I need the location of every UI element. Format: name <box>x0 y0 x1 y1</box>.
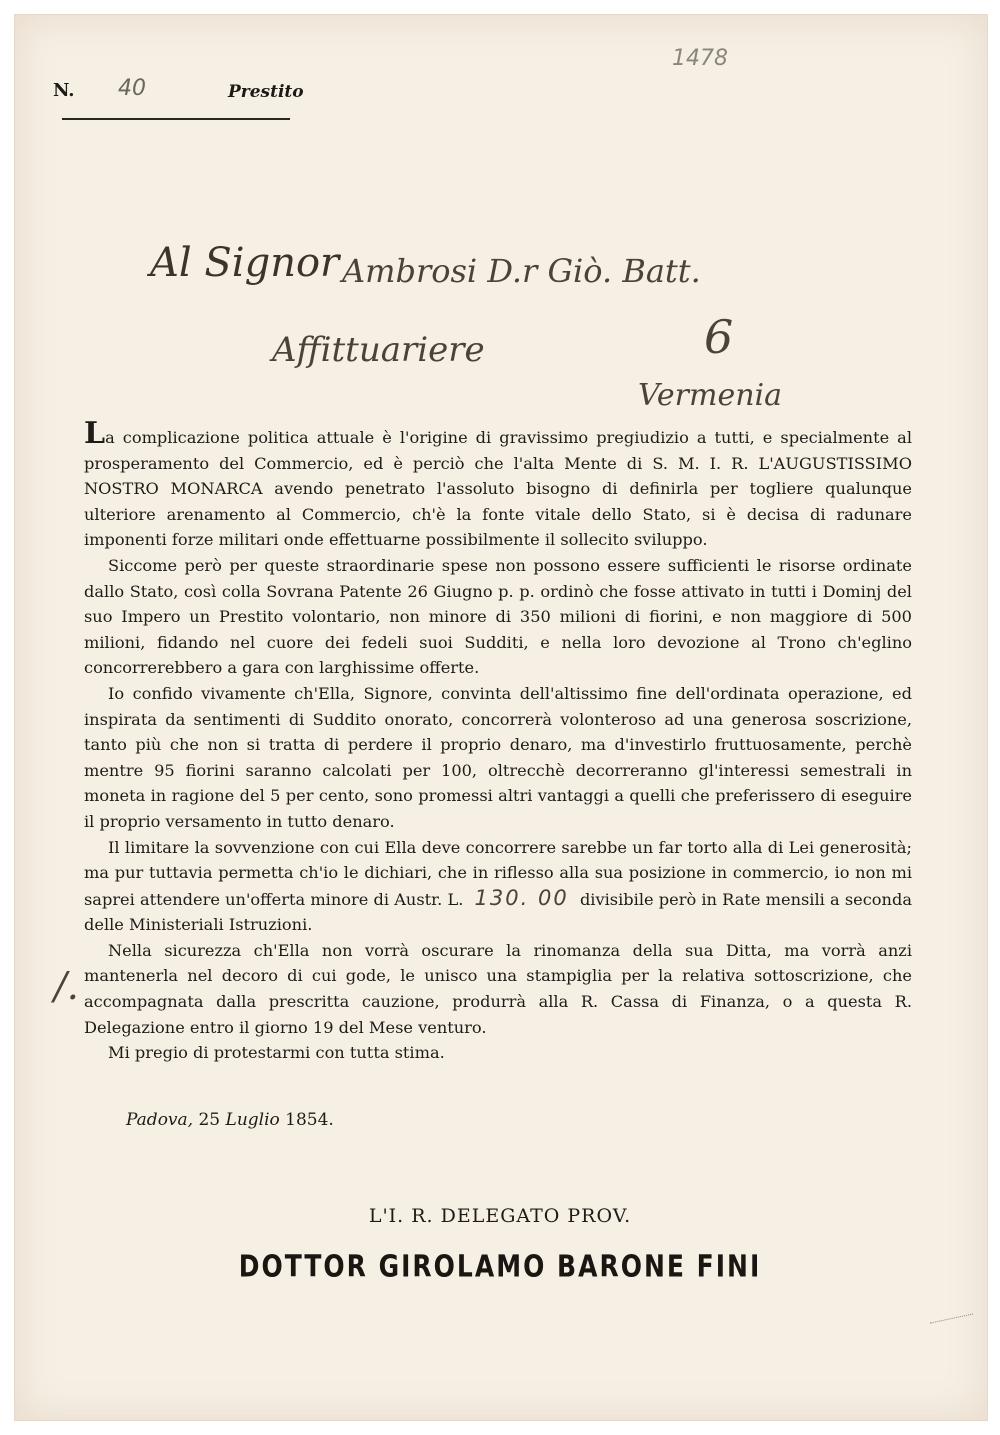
number-label: N. <box>53 80 75 101</box>
address-salutation: Al Signor <box>150 240 340 286</box>
paragraph-3: Io confido vivamente ch'Ella, Signore, convinta dell'altissimo fine dell'ordinata operazione, ed inspirata da sentimenti di Suddito onorato, concorrerà volonteroso ad una generosa soscrizione, tanto più che non si tratta di perdere il proprio denaro, ma d'investirlo fruttuosamente, perchè mentre 95 fiorini saranno calcolati per 100, oltrecchè decorreranno gl'interessi semestrali in moneta in ragione del 5 per cento, sono promessi altri vantaggi a quelli che preferissero di eseguire il proprio versamento in tutto denaro. <box>84 683 912 831</box>
drop-cap: L <box>84 416 106 451</box>
handwritten-number: 40 <box>118 76 146 101</box>
address-number: 6 <box>704 310 734 364</box>
handwritten-amount: 130. 00 <box>474 885 569 910</box>
margin-mark: /. <box>54 964 79 1008</box>
header-rule <box>62 118 290 120</box>
pencil-note: 1478 <box>672 46 728 71</box>
paragraph-4 <box>84 835 912 938</box>
address-profession: Affittuariere <box>272 330 485 370</box>
date-place: Padova, <box>126 1110 194 1130</box>
signature-title: L'I. R. DELEGATO PROV. <box>368 1205 632 1227</box>
date-month: Luglio <box>225 1110 280 1130</box>
letter-body <box>84 416 912 1066</box>
paragraph-6: Mi pregio di protestarmi con tutta stima. <box>108 1043 445 1063</box>
signature-name: DOTTOR GIROLAMO BARONE FINI <box>238 1249 762 1284</box>
date-year: 1854. <box>285 1110 334 1130</box>
document-title: Prestito <box>228 82 304 102</box>
date-line <box>126 1110 334 1130</box>
date-day: 25 <box>198 1110 221 1130</box>
paragraph-1 <box>84 416 912 553</box>
paragraph-2: Siccome però per queste straordinarie spese non possono essere sufficienti le risorse ordinate dallo Stato, così colla Sovrana Patente 26 Giugno p. p. ordinò che fosse attivato in tutti i Dominj del suo Impero un Prestito volontario, non minore di 350 milioni di fiorini, e non maggiore di 500 milioni, fidando nel cuore dei fedeli suoi Sudditi, e nella loro devozione al Trono ch'eglino concorrerebbero a gara con larghissime offerte. <box>84 555 912 678</box>
paragraph-4-text-a: Il limitare la sovvenzione con cui Ella deve concorrere sarebbe un far torto alla di Lei generosità; ma pur tuttavia permetta ch'io le dichiari, che in riflesso alla sua posizione in commercio, io non mi saprei attendere un'offerta minore di Austr. L. <box>84 837 912 909</box>
paragraph-5: Nella sicurezza ch'Ella non vorrà oscurare la rinomanza della sua Ditta, ma vorrà anzi mantenerla nel decoro di cui gode, le unisco una stampiglia per la relativa sottoscrizione, che accompagnata dalla prescritta cauzione, produrrà alla R. Cassa di Finanza, o a questa R. Delegazione entro il giorno 19 del Mese venturo. <box>84 940 912 1037</box>
paragraph-1-text: a complicazione politica attuale è l'origine di gravissimo pregiudizio a tutti, e specialmente al prosperamento del Commercio, ed è perciò che l'alta Mente di S. M. I. R. L'AUGUSTISSIMO NOSTRO MONARCA avendo penetrato l'assoluto bisogno di definirla per togliere qualunque ulteriore arenamento al Commercio, ch'è la fonte vitale dello Stato, si è decisa di radunare imponenti forze militari onde effettuarne possibilmente il sollecito sviluppo. <box>84 428 912 550</box>
paragraph-4-text-b: divisibile però in Rate mensili a seconda delle Ministeriali Istruzioni. <box>84 889 912 935</box>
address-name: Ambrosi D.r Giò. Batt. <box>342 252 701 290</box>
address-place: Vermenia <box>638 378 783 413</box>
